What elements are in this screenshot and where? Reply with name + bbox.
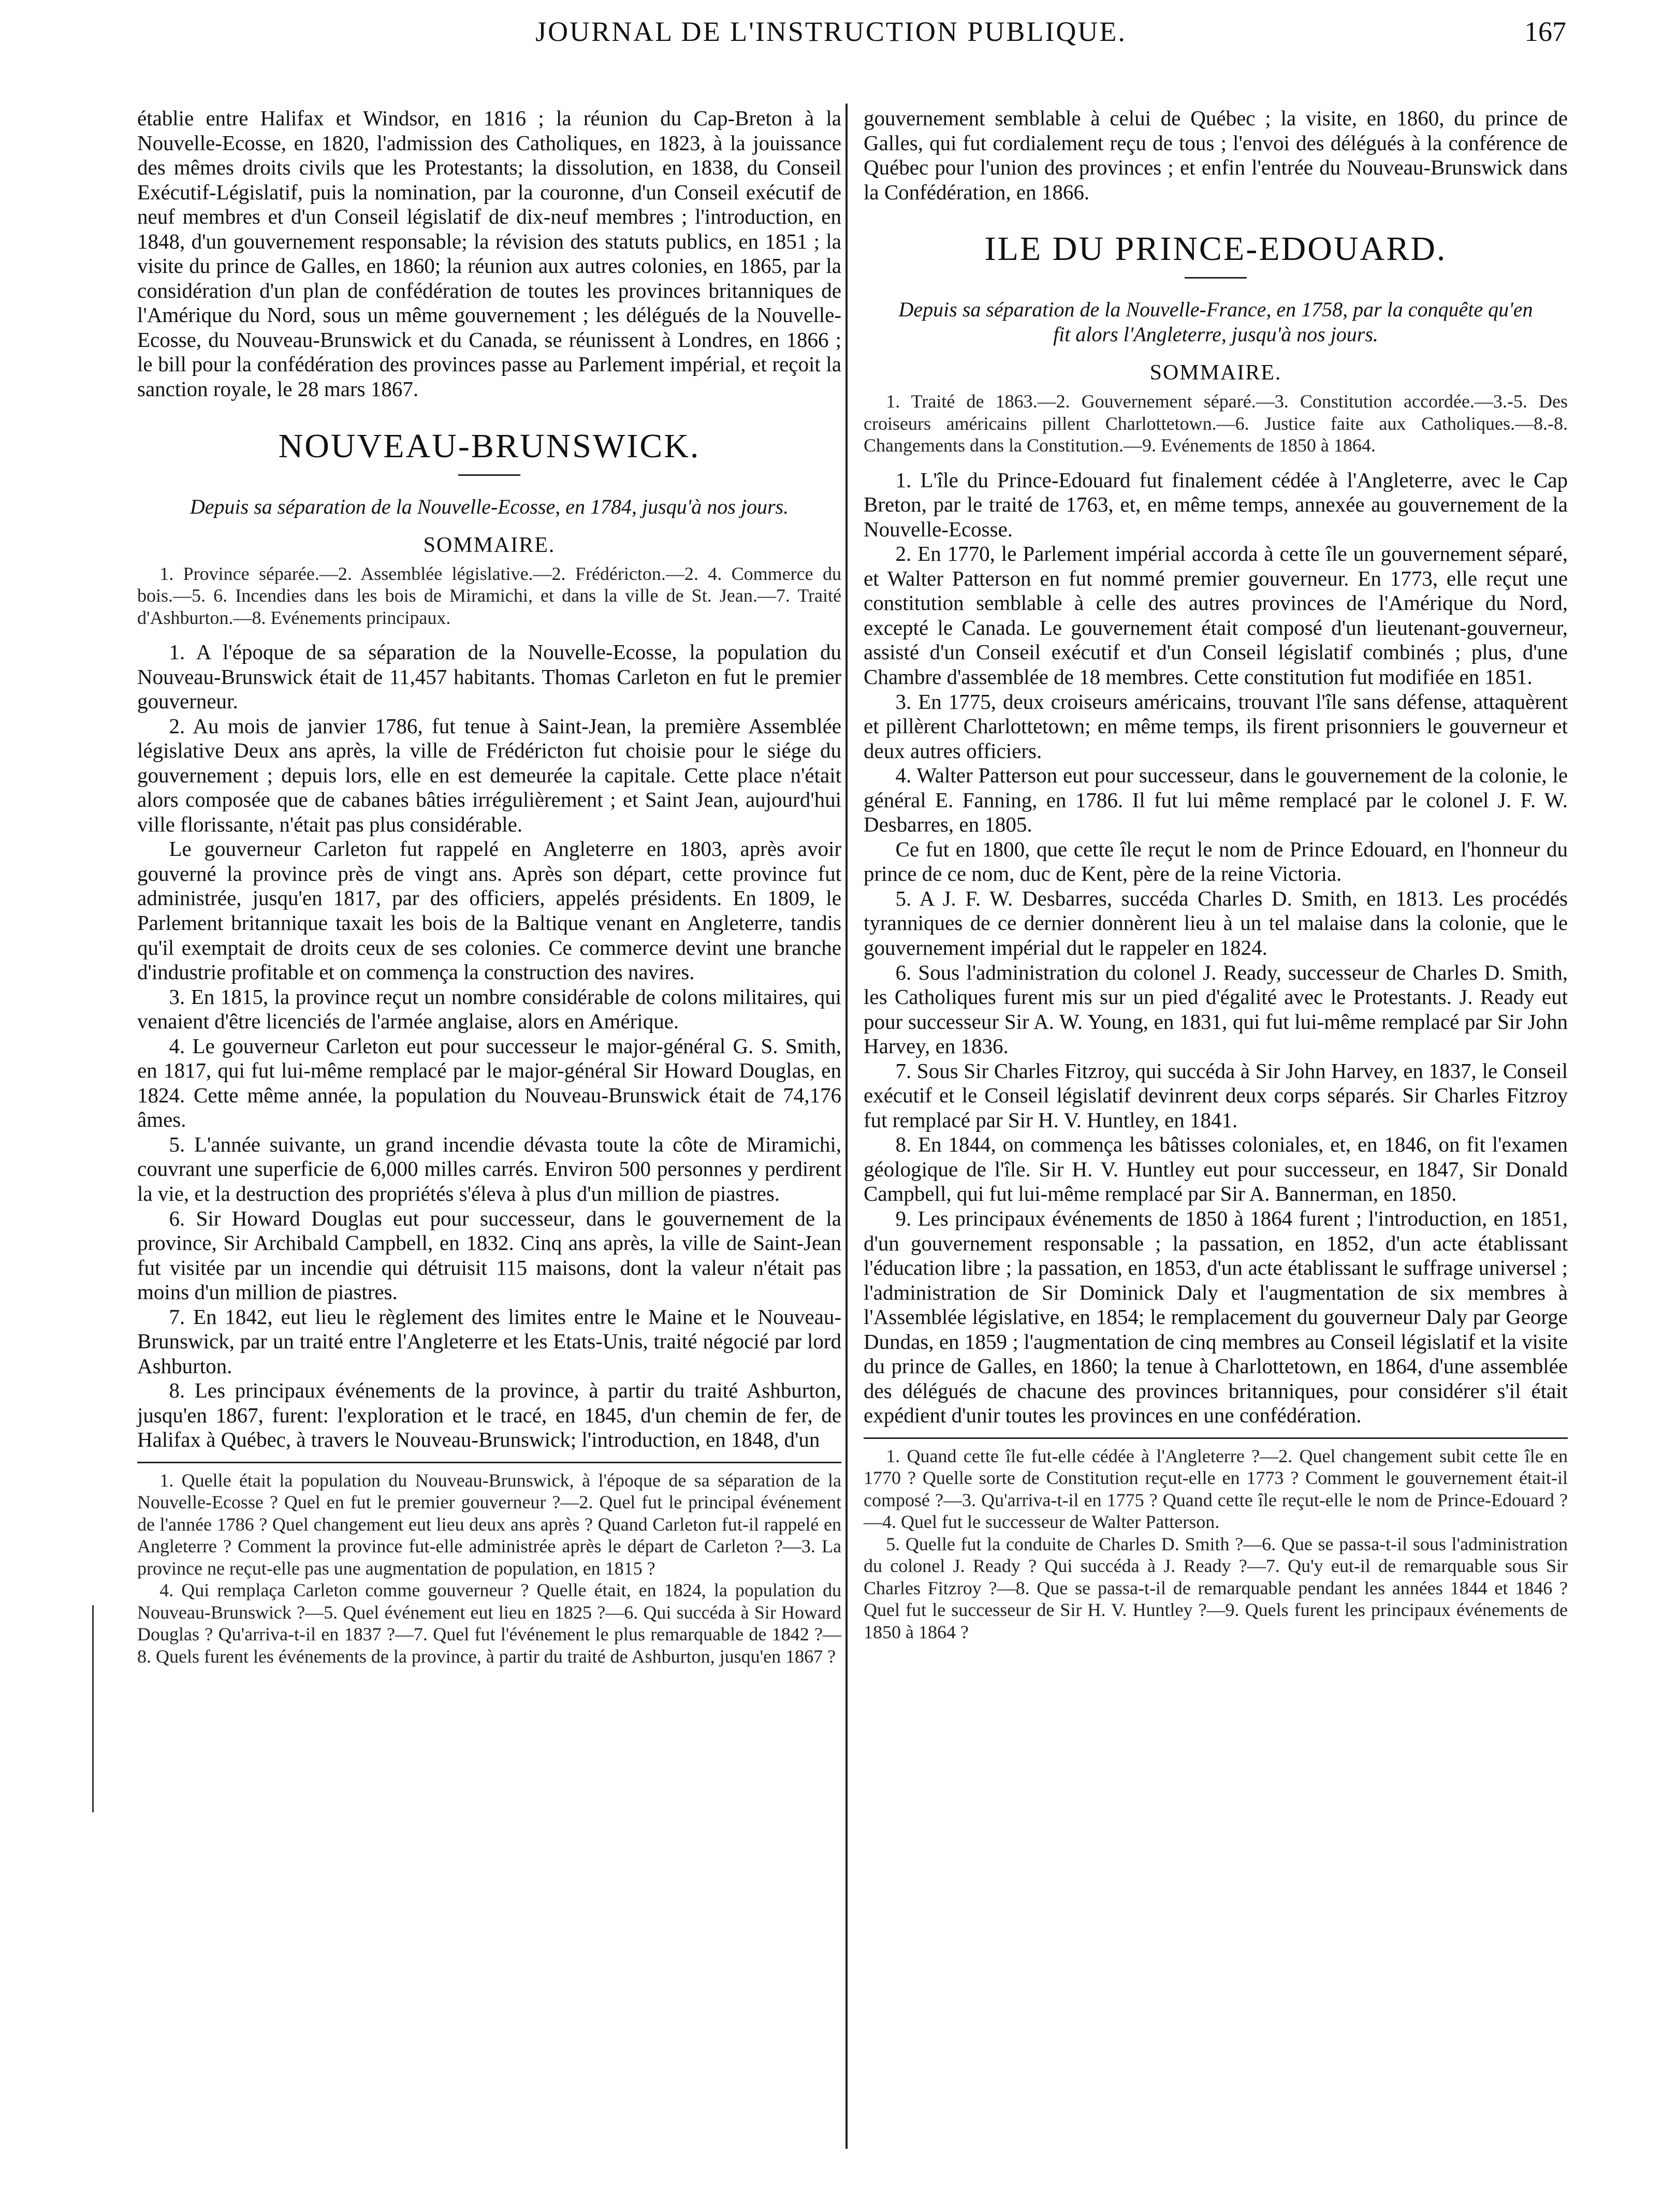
question-paragraph: 4. Qui remplaça Carleton comme gouverneur ? Quelle était, en 1824, la population du Nouveau-Brunswick ?—5. Quel événement eut lieu en 1825 ?—6. Qui succéda à Sir Howard Douglas ? Qu'arriva-t-il en 1837 ?—7. Quel fut l'événement le plus remarquable de 1842 ?—8. Quels furent les événements de la province, à partir du traité de Ashburton, jusqu'en 1867 ? xyxy=(137,1580,841,1667)
paragraph: 4. Walter Patterson eut pour successeur, dans le gouvernement de la colonie, le général E. Fanning, en 1786. Il fut lui même remplacé par le colonel J. F. W. Desbarres, en 1805. xyxy=(864,763,1568,837)
paragraph: 1. L'île du Prince-Edouard fut finalement cédée à l'Angleterre, avec le Cap Breton, par le traité de 1763, et, en même temps, annexée au gouvernement de la Nouvelle-Ecosse. xyxy=(864,468,1568,541)
paragraph: 9. Les principaux événements de 1850 à 1864 furent ; l'introduction, en 1851, d'un gouvernement responsable ; la passation, en 1852, d'un acte établissant l'éducation libre ; la passation, en 1853, d'un acte établissant le suffrage universel ; l'administration de Sir Dominick Daly et l'augmentation de six membres à l'Assemblée législative, en 1854; le remplacement du gouverneur Daly par George Dundas, en 1859 ; l'augmentation de cinq membres au Conseil législatif et la visite du prince de Galles, en 1860; la tenue à Charlottetown, en 1864, d'une assemblée des délégués de chacune des provinces britanniques, pour considérer s'il était expédient d'unir toutes les provinces en une confédération. xyxy=(864,1206,1568,1428)
sommaire-title: SOMMAIRE. xyxy=(423,533,556,557)
page-number: 167 xyxy=(1524,16,1566,47)
sommaire-text: 1. Province séparée.—2. Assemblée législative.—2. Frédéricton.—2. 4. Commerce du bois.—5. 6. Incendies dans les bois de Miramichi, et dans la ville de St. Jean.—7. Traité d'Ashburton.—8. Evénements principaux. xyxy=(137,563,841,628)
questions-block xyxy=(137,1469,841,1667)
paragraph: 8. En 1844, on commença les bâtisses coloniales, et, en 1846, on fit l'examen géologique de l'île. Sir H. V. Huntley eut pour successeur, en 1847, Sir Donald Campbell, qui fut lui-même remplacé par Sir A. Bannerman, en 1850. xyxy=(864,1132,1568,1206)
paragraph: 2. En 1770, le Parlement impérial accorda à cette île un gouvernement séparé, et Walter Patterson en fut nommé premier gouverneur. En 1773, elle reçut une constitution semblable à celle des autres provinces de l'Amérique du Nord, excepté le Canada. Le gouvernement était composé d'un lieutenant-gouverneur, assisté d'un Conseil exécutif et d'un Conseil législatif combinés ; plus, d'une Chambre d'assemblée de 18 membres. Cette constitution fut modifiée en 1851. xyxy=(864,542,1568,689)
paragraph: 3. En 1815, la province reçut un nombre considérable de colons militaires, qui venaient d'être licenciés de l'armée anglaise, alors en Amérique. xyxy=(137,984,841,1034)
paragraph: 6. Sir Howard Douglas eut pour successeur, dans le gouvernement de la province, Sir Archibald Campbell, en 1832. Cinq ans après, la ville de Saint-Jean fut visitée par un incendie qui détruisit 115 maisons, dont la valeur n'était pas moins d'un million de piastres. xyxy=(137,1206,841,1304)
question-paragraph: 1. Quelle était la population du Nouveau-Brunswick, à l'époque de sa séparation de la Nouvelle-Ecosse ? Quel en fut le premier gouverneur ?—2. Quel fut le principal événement de l'année 1786 ? Quel changement eut lieu deux ans après ? Quand Carleton fut-il rappelé en Angleterre ? Comment la province fut-elle administrée après le départ de Carleton ?—3. La province ne reçut-elle pas une augmentation de population, en 1815 ? xyxy=(137,1470,841,1579)
section-title-nouveau-brunswick: NOUVEAU-BRUNSWICK. xyxy=(278,427,701,465)
paragraph: 7. En 1842, eut lieu le règlement des limites entre le Maine et le Nouveau-Brunswick, par un traité entre l'Angleterre et les Etats-Unis, traité négocié par lord Ashburton. xyxy=(137,1304,841,1378)
paragraph: Le gouverneur Carleton fut rappelé en Angleterre en 1803, après avoir gouverné la province près de vingt ans. Après son départ, cette province fut administrée, jusqu'en 1817, par des officiers, appelés présidents. En 1809, le Parlement britannique taxait les bois de la Baltique venant en Angleterre, tandis qu'il exemptait de droits ceux de ses colonies. Ce commerce devint une branche d'industrie profitable et on commença la construction des navires. xyxy=(137,837,841,984)
section-subtitle: Depuis sa séparation de la Nouvelle-Ecosse, en 1784, jusqu'à nos jours. xyxy=(189,494,789,518)
margin-mark xyxy=(92,1605,94,1812)
paragraph: 3. En 1775, deux croiseurs américains, trouvant l'île sans défense, attaquèrent et pillèrent Charlottetown; en même temps, ils firent prisonniers le gouverneur et deux autres officiers. xyxy=(864,689,1568,763)
section-subtitle: Depuis sa séparation de la Nouvelle-France, en 1758, par la conquête qu'en fit alors l'Angleterre, jusqu'à nos jours. xyxy=(898,298,1533,346)
paragraph: 5. L'année suivante, un grand incendie dévasta toute la côte de Miramichi, couvrant une superficie de 6,000 milles carrés. Environ 500 personnes y perdirent la vie, et la destruction des propriétés s'éleva à plus d'un million de piastres. xyxy=(137,1132,841,1205)
sommaire-text: 1. Traité de 1863.—2. Gouvernement séparé.—3. Constitution accordée.—3.-5. Des croiseurs américains pillent Charlottetown.—6. Justice faite aux Catholiques.—8.-8. Changements dans la Constitution.—9. Evénements de 1850 à 1864. xyxy=(864,391,1568,456)
question-paragraph: 1. Quand cette île fut-elle cédée à l'Angleterre ?—2. Quel changement subit cette île en 1770 ? Quelle sorte de Constitution reçut-elle en 1773 ? Comment le gouvernement était-il composé ?—3. Qu'arriva-t-il en 1775 ? Quand cette île reçut-elle le nom de Prince-Edouard ?—4. Quel fut le successeur de Walter Patterson. xyxy=(864,1445,1568,1533)
title-rule xyxy=(1185,277,1247,279)
section-title-ile-du-prince-edouard: ILE DU PRINCE-EDOUARD. xyxy=(984,230,1447,268)
questions-block xyxy=(864,1445,1568,1643)
paragraph: 6. Sous l'administration du colonel J. Ready, successeur de Charles D. Smith, les Catholiques furent mis sur un pied d'égalité avec le Protestants. J. Ready eut pour successeur Sir A. W. Young, en 1831, qui fut lui-même remplacé par Sir John Harvey, en 1836. xyxy=(864,960,1568,1058)
questions-rule xyxy=(864,1437,1568,1439)
questions-rule xyxy=(137,1462,841,1463)
right-column xyxy=(864,106,1568,1643)
paragraph: 1. A l'époque de sa séparation de la Nouvelle-Ecosse, la population du Nouveau-Brunswick était de 11,457 habitants. Thomas Carleton en fut le premier gouverneur. xyxy=(137,639,841,714)
question-paragraph: 5. Quelle fut la conduite de Charles D. Smith ?—6. Que se passa-t-il sous l'administration du colonel J. Ready ? Qui succéda à J. Ready ?—7. Qu'y eut-il de remarquable sous Sir Charles Fitzroy ?—8. Que se passa-t-il de remarquable pendant les années 1844 et 1846 ? Quel fut le successeur de Sir H. V. Huntley ?—9. Quels furent les principaux événements de 1850 à 1864 ? xyxy=(864,1533,1568,1642)
paragraph: 4. Le gouverneur Carleton eut pour successeur le major-général G. S. Smith, en 1817, qui fut lui-même remplacé par le major-général Sir Howard Douglas, en 1824. Cette même année, la population du Nouveau-Brunswick était de 74,176 âmes. xyxy=(137,1034,841,1132)
paragraph: 8. Les principaux événements de la province, à partir du traité Ashburton, jusqu'en 1867, furent: l'exploration et le tracé, en 1845, d'un chemin de fer, de Halifax à Québec, à travers le Nouveau-Brunswick; l'introduction, en 1848, d'un xyxy=(137,1378,841,1452)
paragraph: 5. A J. F. W. Desbarres, succéda Charles D. Smith, en 1813. Les procédés tyranniques de ce dernier donnèrent lieu à un tel malaise dans la colonie, que le gouvernement impérial dut le rappeler en 1824. xyxy=(864,886,1568,959)
right-intro-paragraph: gouvernement semblable à celui de Québec ; la visite, en 1860, du prince de Galles, qui fut cordialement reçu de tous ; l'envoi des délégués à la conférence de Québec pour l'union des provinces ; et enfin l'entrée du Nouveau-Brunswick dans la Confédération, en 1866. xyxy=(864,106,1568,204)
paragraph: Ce fut en 1800, que cette île reçut le nom de Prince Edouard, en l'honneur du prince de ce nom, duc de Kent, père de la reine Victoria. xyxy=(864,837,1568,886)
column-divider xyxy=(845,104,848,2149)
left-column xyxy=(137,106,841,1667)
title-rule xyxy=(458,474,520,476)
sommaire-title: SOMMAIRE. xyxy=(1149,361,1282,385)
paragraph: 2. Au mois de janvier 1786, fut tenue à Saint-Jean, la première Assemblée législative Deux ans après, la ville de Frédéricton fut choisie pour le siége du gouvernement ; depuis lors, elle en est demeurée la capitale. Cette place n'était alors composée que de cabanes bâties irrégulièrement ; et Saint Jean, aujourd'hui ville florissante, n'était pas plus considérable. xyxy=(137,714,841,836)
journal-title: JOURNAL DE L'INSTRUCTION PUBLIQUE. xyxy=(535,16,1127,47)
paragraph: 7. Sous Sir Charles Fitzroy, qui succéda à Sir John Harvey, en 1837, le Conseil exécutif et le Conseil législatif devinrent deux corps séparés. Sir Charles Fitzroy fut remplacé par Sir H. V. Huntley, en 1841. xyxy=(864,1058,1568,1132)
left-intro-paragraph: établie entre Halifax et Windsor, en 1816 ; la réunion du Cap-Breton à la Nouvelle-Ecosse, en 1820, l'admission des Catholiques, en 1823, à la jouissance des mêmes droits civils que les Protestants; la dissolution, en 1838, du Conseil Exécutif-Législatif, puis la nomination, par la couronne, d'un Conseil exécutif de neuf membres et d'un Conseil législatif de dix-neuf membres ; l'introduction, en 1848, d'un gouvernement responsable; la révision des statuts publics, en 1851 ; la visite du prince de Galles, en 1860; la réunion aux autres colonies, en 1865, par la considération d'un plan de confédération de toutes les provinces britanniques de l'Amérique du Nord, sous un même gouvernement ; les délégués de la Nouvelle-Ecosse, du Nouveau-Brunswick et du Canada, se réunissent à Londres, en 1866 ; le bill pour la confédération des provinces passe au Parlement impérial, et reçoit la sanction royale, le 28 mars 1867. xyxy=(137,106,841,401)
